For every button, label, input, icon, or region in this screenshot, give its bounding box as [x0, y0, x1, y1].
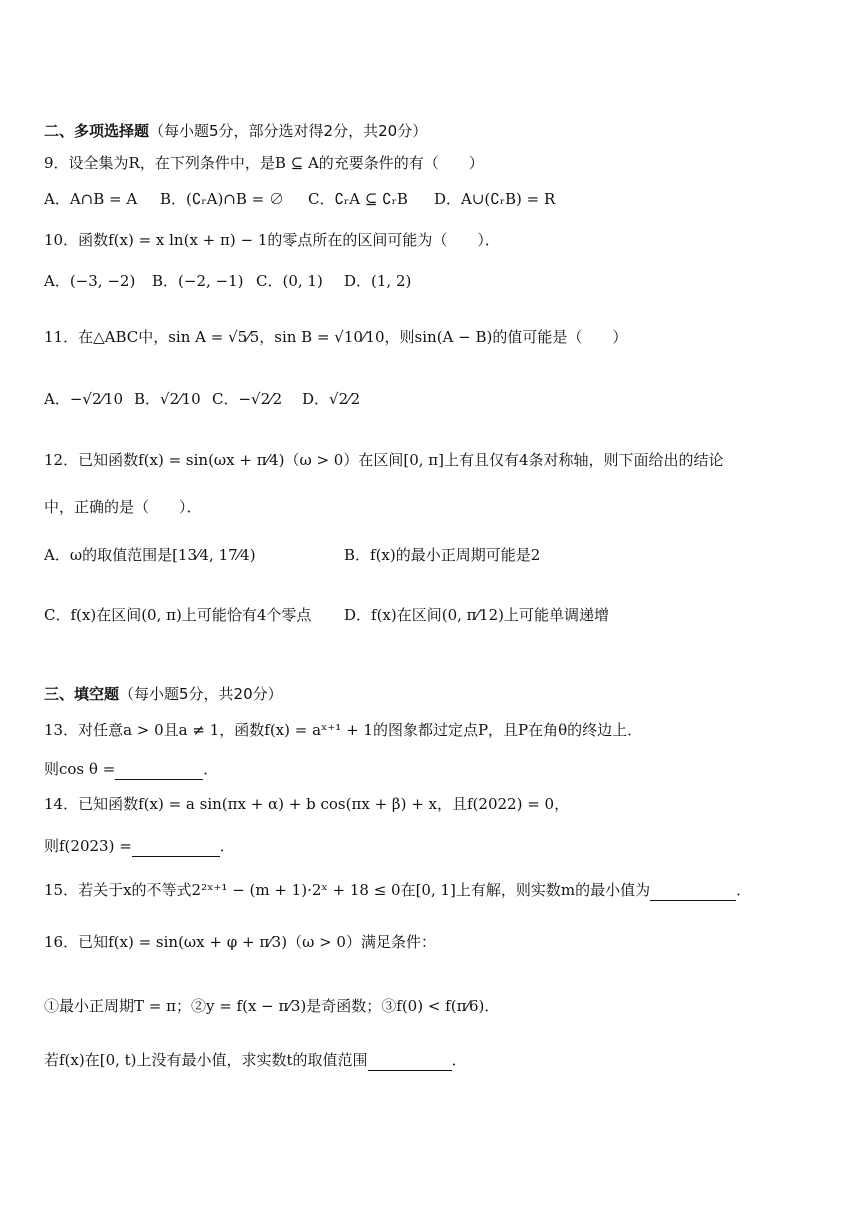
question-14-line-2: [44, 836, 235, 857]
question-15: [44, 880, 751, 901]
section-note: （每小题5分，部分选对得2分，共20分）: [149, 122, 428, 140]
section-note: （每小题5分，共20分）: [119, 685, 283, 703]
question-12-option-d: D．f(x)在区间(0, π⁄12)上可能单调递增: [344, 606, 609, 624]
section-heading-multiple-choice: [44, 121, 427, 141]
question-10-option-d: D．(1, 2): [344, 272, 412, 290]
question-11-stem: 11．在△ABC中，sin A = √5⁄5，sin B = √10⁄10，则sin(A − B)的值可能是（ ）: [44, 328, 628, 346]
question-14-prompt: 则f(2023) =: [44, 837, 132, 855]
question-10-option-c: C．(0, 1): [256, 272, 323, 290]
question-13-line-2: [44, 759, 218, 780]
question-13-line-1: 13．对任意a > 0且a ≠ 1，函数f(x) = aˣ⁺¹ + 1的图象都过定点P，且P在角θ的终边上．: [44, 721, 643, 739]
question-12-option-a: A．ω的取值范围是[13⁄4, 17⁄4): [44, 546, 256, 564]
section-title: 二、多项选择题: [44, 122, 150, 140]
question-16-line-2: ①最小正周期T = π；②y = f(x − π⁄3)是奇函数；③f(0) < f(π⁄6)．: [44, 997, 500, 1015]
question-10-option-b: B．(−2, −1): [152, 272, 244, 290]
question-13-prompt: 则cos θ =: [44, 760, 116, 778]
question-15-prompt: 15．若关于x的不等式2²ˣ⁺¹ − (m + 1)·2ˣ + 18 ≤ 0在[0, 1]上有解，则实数m的最小值为: [44, 881, 651, 899]
question-11-option-c: C．−√2⁄2: [212, 390, 283, 408]
question-10-option-a: A．(−3, −2): [44, 272, 136, 290]
period: ．: [203, 760, 219, 778]
question-9-option-b: B．(∁ᵣA)∩B = ∅: [160, 190, 285, 208]
question-12-option-c: C．f(x)在区间(0, π)上可能恰有4个零点: [44, 606, 312, 624]
question-16-prompt: 若f(x)在[0, t)上没有最小值，求实数t的取值范围: [44, 1051, 368, 1069]
answer-blank: [650, 880, 736, 901]
period: ．: [219, 837, 235, 855]
answer-blank: [132, 836, 220, 857]
question-12-stem-line-1: 12．已知函数f(x) = sin(ωx + π⁄4)（ω > 0）在区间[0, π]上有且仅有4条对称轴，则下面给出的结论: [44, 451, 724, 469]
question-14-line-1: 14．已知函数f(x) = a sin(πx + α) + b cos(πx + β) + x，且f(2022) = 0，: [44, 795, 570, 813]
question-10-stem: 10．函数f(x) = x ln(x + π) − 1的零点所在的区间可能为（ ）．: [44, 231, 500, 249]
question-11-option-b: B．√2⁄10: [134, 390, 201, 408]
question-16-line-3: [44, 1050, 467, 1071]
answer-blank: [115, 759, 203, 780]
question-9-option-a: A．A∩B = A: [44, 190, 138, 208]
question-11-option-d: D．√2⁄2: [302, 390, 361, 408]
question-12-option-b: B．f(x)的最小正周期可能是2: [344, 546, 541, 564]
question-9-option-d: D．A∪(∁ᵣB) = R: [434, 190, 556, 208]
question-11-option-a: A．−√2⁄10: [44, 390, 124, 408]
question-12-stem-line-2: 中，正确的是（ ）．: [44, 498, 202, 516]
section-title: 三、填空题: [44, 685, 120, 703]
question-9-option-c: C．∁ᵣA ⊆ ∁ᵣB: [308, 190, 408, 208]
question-16-line-1: 16．已知f(x) = sin(ωx + φ + π⁄3)（ω > 0）满足条件：: [44, 933, 436, 951]
section-heading-fill-in: [44, 684, 283, 704]
question-9-stem: 9．设全集为R，在下列条件中，是B ⊆ A的充要条件的有（ ）: [44, 154, 484, 172]
period: ．: [736, 881, 752, 899]
period: ．: [451, 1051, 467, 1069]
answer-blank: [368, 1050, 452, 1071]
